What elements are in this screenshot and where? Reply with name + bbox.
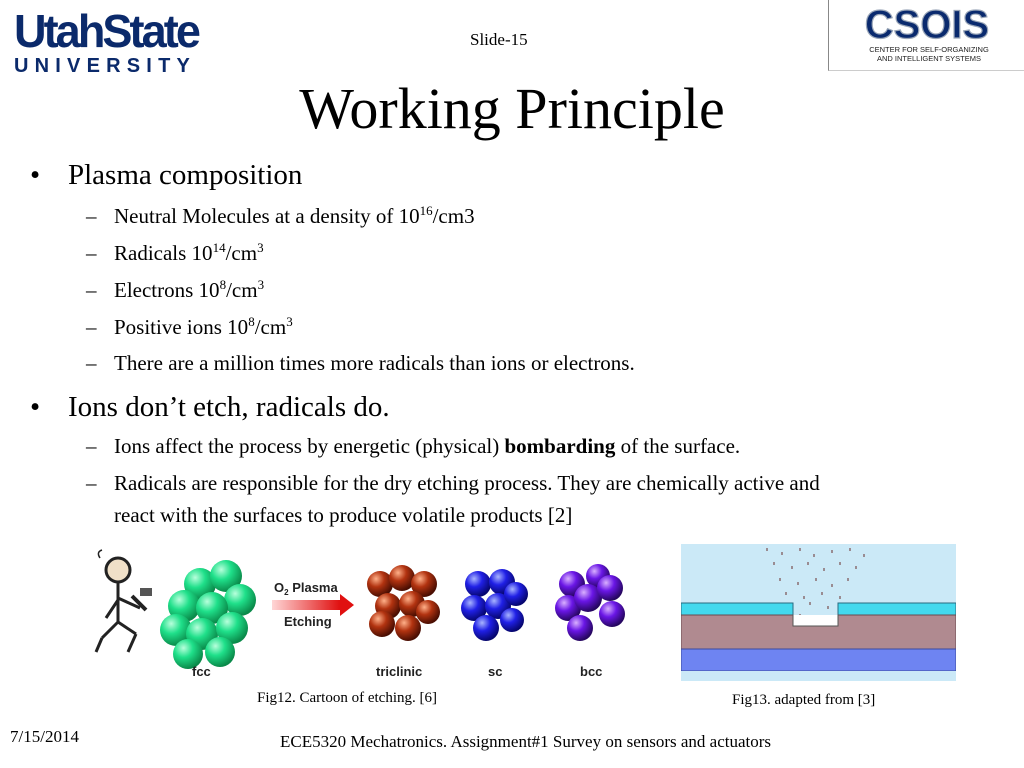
bullet-ions-dont-etch (30, 390, 390, 424)
slide-number: Slide-15 (470, 30, 528, 49)
bullet-plasma-composition (30, 158, 303, 192)
slide-footer: ECE5320 Mechatronics. Assignment#1 Survey on sensors and actuators (280, 732, 772, 751)
sc-molecule-cluster (461, 569, 528, 641)
fig12-label-bcc: bcc (580, 664, 603, 679)
subbullet-million-times: – There are a million times more radicals than ions or electrons. (86, 351, 635, 375)
arrow-label-o2-plasma: $O_2$ Plasma (274, 580, 338, 597)
fig13-etch-cross-section (681, 544, 956, 681)
arrow-label-etching: Etching (284, 614, 332, 629)
subbullet-radicals: – Radicals $10^{14}/cm^3$ (86, 240, 264, 265)
slide-date: 7/15/2014 (10, 727, 79, 746)
fig12-caption: Fig12. Cartoon of etching. [6] (257, 690, 437, 706)
csois-logo-sub1: CENTER FOR SELF-ORGANIZING (869, 45, 989, 54)
csois-logo-sub2: AND INTELLIGENT SYSTEMS (876, 54, 982, 63)
bullet-text: Ions don’t etch, radicals do. (68, 391, 390, 423)
subbullet-radicals-responsible: – Radicals are responsible for the dry etching process. They are chemically active and react with the surfaces to produce volatile products [2] (86, 471, 820, 527)
logo-university-text: UNIVERSITY (14, 55, 197, 77)
fig12-label-triclinic: triclinic (376, 664, 423, 679)
bullet-dot: • (30, 391, 41, 423)
subbullet-positive-ions: – Positive ions $10^8/cm^3$ (86, 314, 293, 339)
csois-logo (828, 0, 1024, 71)
stick-figure-with-hammer (96, 550, 152, 652)
subbullet-neutral-molecules: – Neutral Molecules at a density of $10^{16}/cm3$ (86, 203, 475, 228)
o2-plasma-etching-arrow (272, 580, 354, 629)
fig13-caption: Fig13. adapted from [3] (732, 692, 876, 708)
fig12-etching-cartoon (88, 548, 658, 684)
slide-title: Working Principle (299, 76, 725, 141)
utah-state-logo (14, 5, 202, 77)
bullet-text: Plasma composition (68, 159, 303, 191)
subbullet-ions-bombarding: – Ions affect the process by energetic (physical) bombarding of the surface. (86, 434, 741, 458)
csois-logo-text: CSOIS (864, 3, 990, 47)
fig12-label-fcc: fcc (192, 664, 211, 679)
logo-utahstate-text: UtahState (14, 5, 198, 57)
subbullet-electrons: – Electrons $10^8/cm^3$ (86, 277, 265, 302)
bullet-dot: • (30, 159, 41, 191)
fig12-label-sc: sc (488, 664, 503, 679)
triclinic-molecule-cluster (367, 565, 440, 641)
bcc-molecule-cluster (555, 564, 625, 641)
fcc-molecule-cluster (160, 560, 256, 669)
